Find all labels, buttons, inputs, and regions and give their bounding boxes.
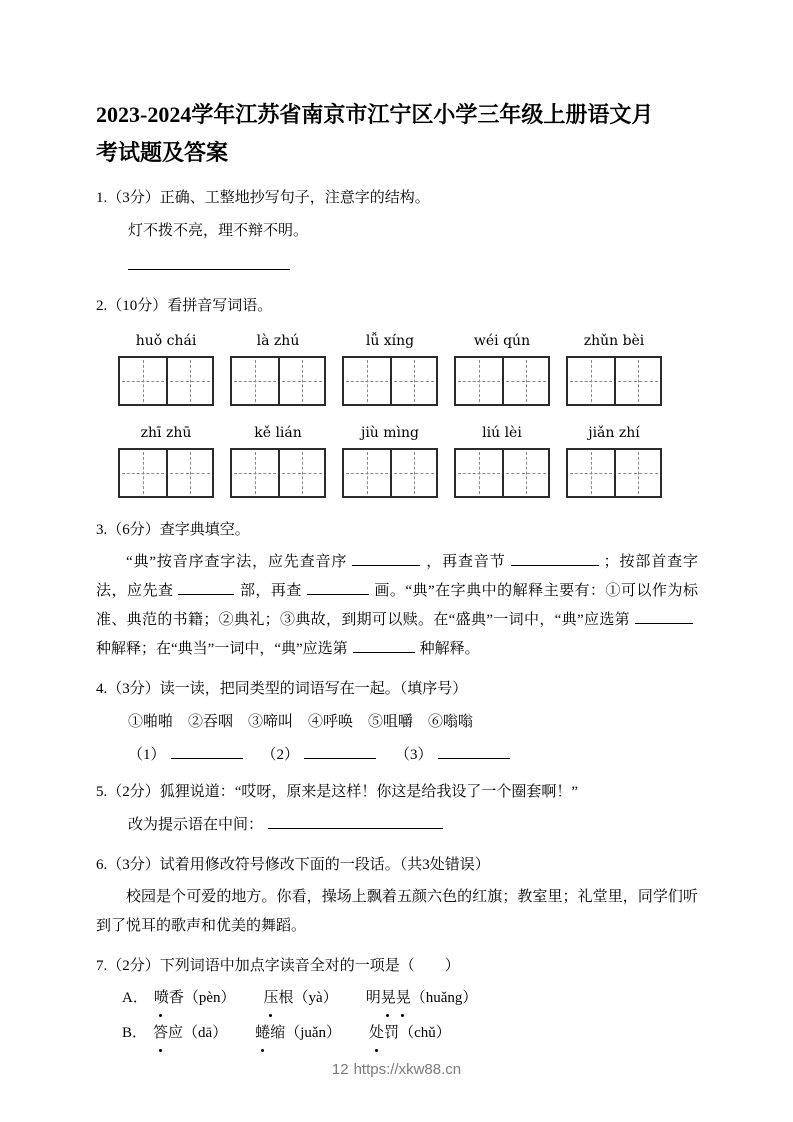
q2-word-column [566, 332, 662, 406]
q3-text: 画。“典”在字典中的解释主要有：①可以作为标准、典范的书籍；②典礼；③典故，到期可以赎。在“盛典”一词中，“典”应选第 [96, 583, 698, 628]
pinyin-label: jiù mìng [360, 425, 420, 441]
dotted-char: 处 [369, 1018, 384, 1048]
q7-option-a-label: A． [122, 990, 148, 1006]
q3-blank-5 [635, 609, 693, 624]
q4-blank-3 [438, 744, 510, 759]
q2-word-column [342, 332, 438, 406]
pinyin-label: lǚ xíng [365, 333, 415, 349]
q1-answer-line [128, 269, 290, 270]
q3-text: “典”按音序查字法，应先查音序 [126, 554, 348, 570]
q7-b-word-3 [369, 1025, 451, 1041]
dotted-char: 晃 [381, 983, 396, 1013]
q2-word-column [454, 424, 550, 498]
q2-stem: 2.（10分）看拼音写词语。 [96, 298, 273, 314]
q3-blank-3 [178, 580, 234, 595]
pinyin-label: jiǎn zhí [588, 425, 640, 441]
page-footer [0, 1061, 793, 1078]
word-rest: （huǎng） [410, 990, 478, 1006]
title-line-1: 2023-2024学年江苏省南京市江宁区小学三年级上册语文月 [96, 102, 654, 127]
writing-grid [566, 448, 662, 498]
question-7 [96, 954, 698, 1048]
word-rest: 应（dā） [168, 1025, 228, 1041]
q2-word-column [118, 424, 214, 498]
q4-word-options: ①啪啪 ②吞咽 ③啼叫 ④呼唤 ⑤咀嚼 ⑥嗡嗡 [128, 714, 474, 730]
dotted-char: 压 [264, 983, 279, 1013]
dotted-char: 晃 [396, 983, 411, 1013]
page-title [96, 96, 698, 172]
q7-stem: 7.（2分）下列词语中加点字读音全对的一项是（ ） [96, 958, 460, 974]
q2-grid-row-2 [118, 424, 698, 498]
q4-answer-line [128, 743, 698, 767]
writing-grid [566, 356, 662, 406]
q2-word-column [230, 424, 326, 498]
word-rest: 香（pèn） [168, 990, 236, 1006]
q2-grid-row-1 [118, 332, 698, 406]
pinyin-label: huǒ chái [135, 333, 197, 349]
word-rest: 罚（chǔ） [384, 1025, 451, 1041]
q7-option-b-label: B． [122, 1025, 148, 1041]
writing-grid [118, 356, 214, 406]
q2-word-column [118, 332, 214, 406]
dotted-char: 蜷 [255, 1018, 270, 1048]
q2-word-column [566, 424, 662, 498]
q3-blank-1 [352, 551, 420, 566]
q3-text: 种解释；在“典当”一词中，“典”应选第 [96, 641, 348, 657]
writing-grid [118, 448, 214, 498]
q2-word-column [454, 332, 550, 406]
q6-paragraph: 校园是个可爱的地方。你看，操场上飘着五颜六色的红旗；教室里；礼堂里，同学们听到了悦耳的歌声和优美的舞蹈。 [96, 889, 698, 934]
question-3 [96, 518, 698, 664]
q1-stem: 1.（3分）正确、工整地抄写句子，注意字的结构。 [96, 190, 430, 206]
q5-rewrite-line [128, 813, 698, 837]
pinyin-label: là zhú [256, 333, 300, 349]
writing-grid [454, 448, 550, 498]
q7-b-word-2 [255, 1025, 341, 1041]
pinyin-label: zhī zhū [140, 425, 192, 441]
q5-prompt: 改为提示语在中间： [128, 817, 264, 833]
q3-blank-2 [511, 551, 599, 566]
q7-option-b [122, 1018, 698, 1048]
q3-text: 种解释。 [419, 641, 480, 657]
q7-b-word-1 [153, 1025, 227, 1041]
q4-blank-2 [304, 744, 376, 759]
q4-label-2: （2） [261, 747, 300, 763]
q2-word-column [230, 332, 326, 406]
writing-grid [230, 448, 326, 498]
pinyin-label: wéi qún [473, 333, 531, 349]
page-number: 12 [331, 1061, 349, 1078]
q7-a-word-2 [264, 990, 338, 1006]
writing-grid [230, 356, 326, 406]
q1-copy-sentence: 灯不拨不亮，理不辩不明。 [128, 223, 309, 239]
q7-option-a [122, 983, 698, 1013]
word-plain: 明 [365, 990, 381, 1006]
footer-url[interactable]: https://xkw88.cn [353, 1061, 462, 1078]
title-line-2: 考试题及答案 [96, 140, 229, 165]
question-1 [96, 186, 698, 270]
question-2 [96, 294, 698, 498]
writing-grid [342, 448, 438, 498]
q3-stem: 3.（6分）查字典填空。 [96, 522, 250, 538]
q3-blank-6 [353, 638, 415, 653]
dotted-char: 喷 [154, 983, 169, 1013]
q5-stem: 5.（2分）狐狸说道：“哎呀，原来是这样！你这是给我设了一个圈套啊！” [96, 784, 579, 800]
q3-text: ，再查音节 [425, 554, 506, 570]
dotted-char: 答 [153, 1018, 168, 1048]
pinyin-label: zhǔn bèi [583, 333, 645, 349]
q3-blank-4 [307, 580, 369, 595]
q4-label-3: （3） [395, 747, 433, 763]
question-4 [96, 677, 698, 767]
q2-word-column [342, 424, 438, 498]
writing-grid [342, 356, 438, 406]
question-5 [96, 780, 698, 837]
q3-text: ；按部首查字法，应先查 [96, 554, 698, 599]
pinyin-label: kě lián [254, 425, 302, 441]
q3-text: 部，再查 [239, 583, 302, 599]
q5-blank [268, 814, 443, 829]
word-rest: 根（yà） [278, 990, 338, 1006]
word-rest: 缩（juǎn） [270, 1025, 342, 1041]
q7-a-word-1 [154, 990, 236, 1006]
q6-stem: 6.（3分）试着用修改符号修改下面的一段话。（共3处错误） [96, 857, 490, 873]
pinyin-label: liú lèi [482, 425, 522, 441]
q4-blank-1 [171, 744, 243, 759]
q3-paragraph [96, 548, 698, 664]
question-6 [96, 853, 698, 941]
q7-a-word-3 [366, 990, 478, 1006]
q4-label-1: （1） [128, 747, 166, 763]
writing-grid [454, 356, 550, 406]
q4-stem: 4.（3分）读一读，把同类型的词语写在一起。（填序号） [96, 681, 468, 697]
